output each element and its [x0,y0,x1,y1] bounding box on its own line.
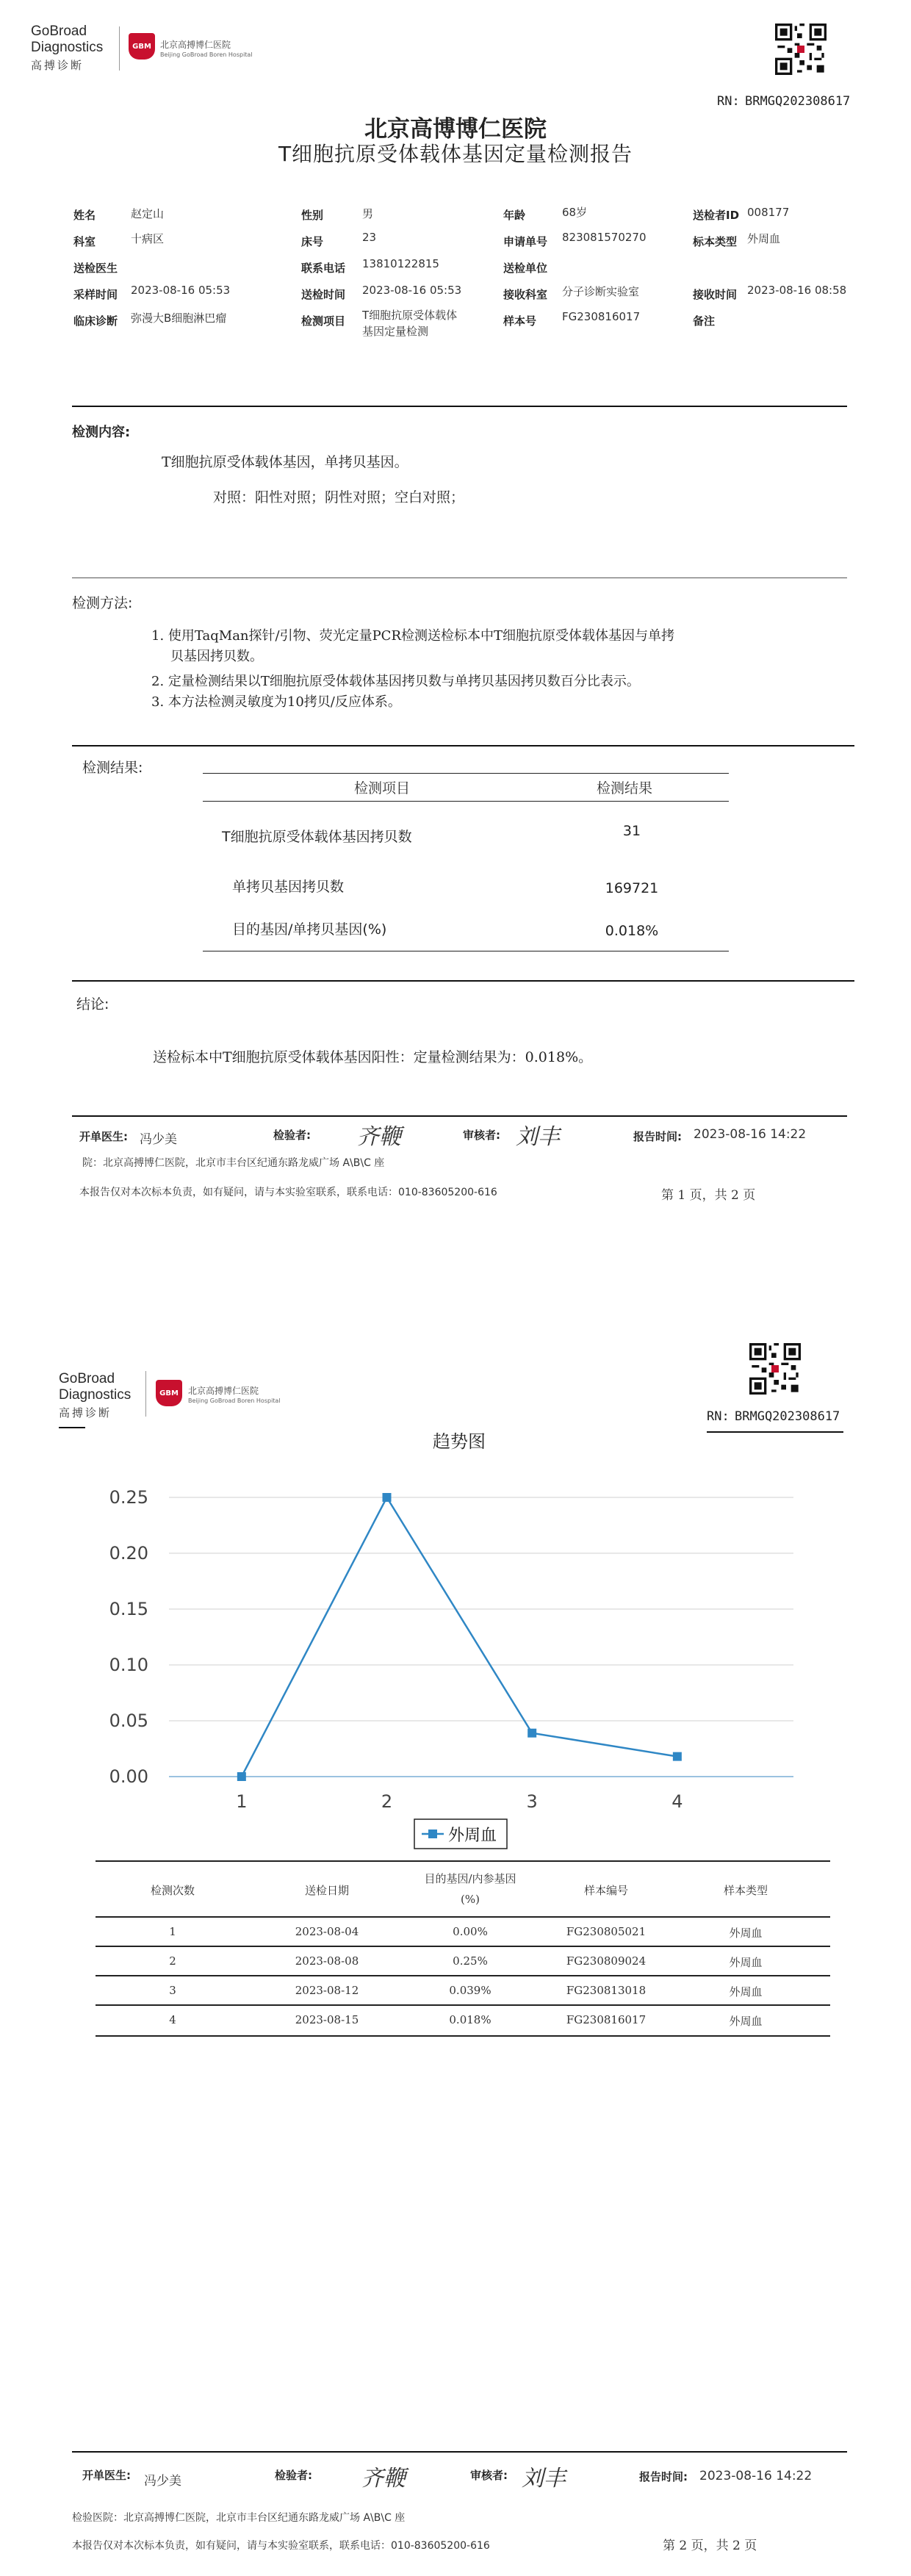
receive-time-label: 接收时间 [693,288,738,301]
results-title: 检测结果: [82,760,143,776]
report-hospital-title: 北京高博博仁医院 [364,116,547,143]
bed-label: 床号 [301,235,324,248]
series-points [237,1493,682,1781]
reviewer-signature: 刘丰 [516,1124,560,1150]
address-text: 检验医院：北京高搏博仁医院，北京市丰台区纪通东路龙威广场 A\B\C 座 [72,2512,406,2524]
history-table-top-rule [96,1860,830,1862]
history-table-bottom-rule [96,2035,830,2037]
data-point [237,1772,246,1781]
method-item2: 2. 定量检测结果以T细胞抗原受体载体基因拷贝数与单拷贝基因拷贝数百分比表示。 [151,674,640,689]
history-cell: 2023-08-08 [295,1954,359,1968]
history-row-rule [96,2004,830,2006]
results-col-result: 检测结果 [596,780,652,796]
x-tick-label: 3 [526,1791,538,1812]
history-cell: 1 [169,1925,176,1938]
tester-label: 检验者: [275,2469,312,2482]
gender-label: 性别 [301,209,324,222]
content-line1: T细胞抗原受体载体基因，单拷贝基因。 [162,454,408,470]
gobroad-logo-cn: 高搏诊断 [59,1406,112,1420]
hospital-name-en: Beijing GoBroad Boren Hospital [160,51,253,58]
method-item1-b: 贝基因拷贝数。 [170,649,263,664]
history-cell: 外周血 [729,1956,763,1969]
sample-type-label: 标本类型 [693,235,738,248]
result-row-item: T细胞抗原受体载体基因拷贝数 [222,829,412,845]
history-col-count: 检测次数 [150,1884,195,1897]
history-cell: FG230809024 [566,1954,647,1968]
dept-label: 科室 [73,235,96,248]
history-cell: 2 [169,1954,176,1968]
history-col-sample-no: 样本编号 [583,1884,628,1897]
history-row-rule [96,1946,830,1947]
tester-signature: 齐鞭 [361,2466,406,2492]
rn-value: BRMGQ202308617 [745,94,851,109]
content-line2: 对照：阳性对照；阴性对照；空白对照； [213,489,465,506]
page-number: 第 2 页，共 2 页 [663,2539,757,2553]
receive-dept-value: 分子诊断实验室 [562,285,640,298]
report-time-value: 2023-08-16 14:22 [699,2469,813,2483]
history-col-sample-type: 样本类型 [723,1884,768,1897]
rn-label: RN: [707,1409,730,1424]
chart-x-ticks [236,1791,683,1812]
history-cell: 外周血 [729,1926,763,1940]
content-title: 检测内容: [72,425,131,440]
history-cell: 0.25% [453,1954,488,1968]
result-row-value: 31 [622,823,641,839]
data-point [527,1729,536,1738]
send-time-value: 2023-08-16 05:53 [362,284,462,297]
ordering-doctor-value: 冯少美 [144,2474,181,2489]
divider-5 [72,1115,847,1117]
results-col-item: 检测项目 [353,780,410,796]
history-cell: FG230813018 [566,1984,647,1997]
application-no-value: 823081570270 [562,231,647,244]
name-value: 赵定山 [131,207,165,220]
data-point [673,1752,682,1761]
history-cell: 4 [169,2013,176,2026]
sample-no-value: FG230816017 [562,310,641,323]
divider-4 [72,980,854,982]
header-rule-left [59,1427,85,1428]
history-cell: FG230816017 [566,2013,647,2026]
y-tick-label: 0.20 [109,1543,148,1564]
age-label: 年龄 [503,209,526,222]
history-col-ratio: 目的基因/内参基因 [424,1872,516,1885]
hospital-name-en: Beijing GoBroad Boren Hospital [188,1397,281,1404]
qr-code-icon [749,1343,801,1395]
reviewer-signature: 刘丰 [522,2466,566,2492]
receive-time-value: 2023-08-16 08:58 [747,284,847,297]
logo-divider [119,26,120,71]
x-tick-label: 1 [236,1791,248,1812]
history-cell: 2023-08-04 [295,1925,359,1938]
chart-y-ticks [109,1487,148,1787]
report-time-label: 报告时间: [633,1130,682,1143]
test-item-label: 检测项目 [301,314,346,328]
result-row-value: 0.018% [605,923,659,939]
gobroad-logo-line2: Diagnostics [31,40,104,55]
sample-no-label: 样本号 [503,314,537,328]
y-tick-label: 0.05 [109,1710,148,1731]
results-table-header-rule [203,801,729,802]
gobroad-logo-line1: GoBroad [31,24,87,39]
diagnosis-label: 临床诊断 [73,314,118,328]
hospital-badge-icon: GBM [129,33,155,60]
hospital-badge-icon: GBM [156,1380,182,1406]
history-row-rule [96,1975,830,1976]
age-value: 68岁 [562,206,588,219]
y-tick-label: 0.15 [109,1599,148,1619]
name-label: 姓名 [73,209,96,222]
y-tick-label: 0.25 [109,1487,148,1508]
history-cell: 外周血 [729,2015,763,2028]
history-cell: 2023-08-12 [295,1984,359,1997]
test-item-value-line1: T细胞抗原受体载体 [362,309,458,322]
report-title: T细胞抗原受体载体基因定量检测报告 [278,142,633,166]
legend-marker-icon [428,1830,437,1838]
divider-1 [72,406,847,407]
history-col-ratio-unit: (%) [461,1893,480,1906]
logo-divider [145,1371,146,1417]
test-item-value-line2: 基因定量检测 [362,325,429,338]
conclusion-title: 结论: [76,996,109,1012]
y-tick-label: 0.00 [109,1766,148,1787]
report-time-value: 2023-08-16 14:22 [694,1127,807,1142]
rn-value: BRMGQ202308617 [735,1409,840,1424]
page-number: 第 1 页，共 2 页 [661,1188,756,1203]
tester-label: 检验者: [273,1129,311,1142]
method-item3: 3. 本方法检测灵敏度为10拷贝/反应体系。 [151,694,401,710]
rn-label: RN: [717,94,740,109]
gender-value: 男 [362,207,374,220]
hospital-name-cn: 北京高搏博仁医院 [160,40,231,50]
data-point [383,1493,392,1502]
y-tick-label: 0.10 [109,1655,148,1675]
phone-value: 13810122815 [362,257,439,270]
reviewer-label: 审核者: [463,1129,500,1142]
history-col-date: 送检日期 [304,1884,349,1897]
bed-value: 23 [362,231,377,244]
doctor-label: 送检医生 [73,262,118,275]
unit-label: 送检单位 [503,262,548,275]
gobroad-logo-line2: Diagnostics [59,1387,132,1403]
application-no-label: 申请单号 [503,235,548,248]
collect-time-label: 采样时间 [73,288,118,301]
divider-3 [72,745,854,746]
method-title: 检测方法: [72,595,133,611]
series-line-peripheral-blood [242,1497,677,1777]
trend-chart [96,1422,815,1856]
sample-type-value: 外周血 [747,232,781,245]
disclaimer-text: 本报告仅对本次标本负责，如有疑问，请与本实验室联系，联系电话：010-83605200-616 [79,1187,497,1198]
x-tick-label: 2 [381,1791,393,1812]
report-time-label: 报告时间: [639,2470,688,2483]
receive-dept-label: 接收科室 [503,288,548,301]
gobroad-logo-line1: GoBroad [59,1371,115,1386]
tester-signature: 齐鞭 [357,1124,401,1150]
address-text: 院：北京高搏博仁医院，北京市丰台区纪通东路龙威广场 A\B\C 座 [82,1157,385,1169]
send-time-label: 送检时间 [301,288,346,301]
gobroad-logo-cn: 高搏诊断 [31,59,84,72]
ordering-doctor-label: 开单医生: [82,2469,131,2482]
result-row-item: 单拷贝基因拷贝数 [232,879,345,895]
submitter-id-value: 008177 [747,206,790,219]
disclaimer-text: 本报告仅对本次标本负责，如有疑问，请与本实验室联系，联系电话：010-83605200-616 [72,2540,490,2552]
results-table-top-rule [203,773,729,774]
history-table-header-rule [96,1916,830,1918]
legend-label: 外周血 [448,1827,497,1845]
history-cell: FG230805021 [566,1925,647,1938]
history-cell: 外周血 [729,1985,763,1998]
collect-time-value: 2023-08-16 05:53 [131,284,231,297]
dept-value: 十病区 [131,232,165,245]
reviewer-label: 审核者: [470,2469,508,2482]
diagnosis-value: 弥漫大B细胞淋巴瘤 [131,312,227,325]
history-cell: 0.039% [449,1984,491,1997]
x-tick-label: 4 [671,1791,683,1812]
divider-footer-2 [72,2451,847,2453]
qr-code-icon [775,24,827,75]
result-row-item: 目的基因/单拷贝基因(%) [232,921,387,938]
result-row-value: 169721 [605,880,659,896]
remark-label: 备注 [693,314,716,328]
history-cell: 0.018% [449,2013,491,2026]
ordering-doctor-label: 开单医生: [79,1130,128,1143]
hospital-name-cn: 北京高搏博仁医院 [188,1386,259,1396]
history-cell: 2023-08-15 [295,2013,359,2026]
ordering-doctor-value: 冯少美 [140,1132,177,1147]
method-item1-a: 1. 使用TaqMan探针/引物、荧光定量PCR检测送检标本中T细胞抗原受体载体基因与单拷 [151,628,675,644]
chart-title: 趋势图 [433,1431,486,1452]
history-cell: 0.00% [453,1925,488,1938]
phone-label: 联系电话 [301,262,346,275]
conclusion-text: 送检标本中T细胞抗原受体载体基因阳性：定量检测结果为：0.018%。 [153,1049,593,1065]
history-cell: 3 [169,1984,176,1997]
submitter-id-label: 送检者ID [693,209,740,222]
chart-legend [414,1819,507,1849]
